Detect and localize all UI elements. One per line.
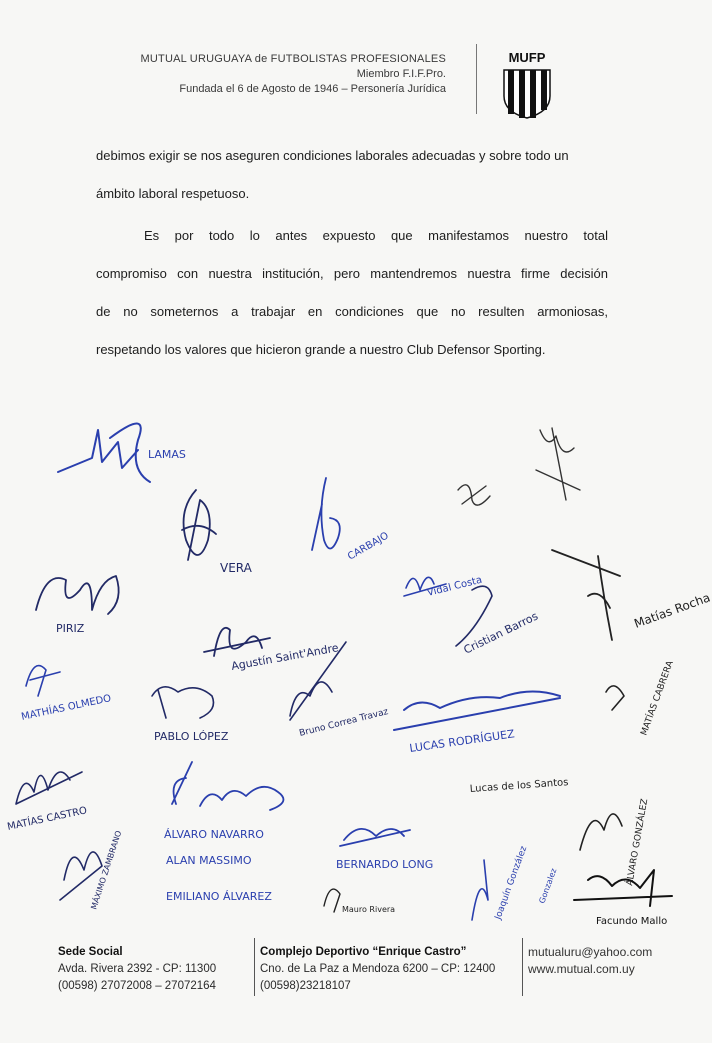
- sede-title: Sede Social: [58, 946, 123, 958]
- signature-matias-cabrera: [606, 658, 676, 737]
- founding-date: Fundada el 6 de Agosto de 1946 – Personería Jurídica: [179, 83, 446, 95]
- footer-sede-social: [58, 944, 216, 995]
- footer-complejo: [260, 944, 495, 995]
- signature-name: CARBAJO: [346, 530, 391, 563]
- signature-name: MATÍAS CASTRO: [6, 805, 89, 833]
- paragraph-line: ámbito laboral respetuoso.: [96, 186, 250, 201]
- signature-name: ALAN MASSIMO: [166, 854, 252, 867]
- signature-bernardo-long: [336, 829, 433, 871]
- paragraph-line: respetando los valores que hicieron grande a nuestro Club Defensor Sporting.: [96, 342, 546, 357]
- signature-name: Lucas de los Santos: [469, 777, 569, 795]
- paragraph-2: [96, 226, 608, 378]
- signature-name: ÁLVARO GONZÁLEZ: [625, 798, 651, 887]
- mufp-logo: [498, 48, 556, 120]
- signature-mauro-rivera: [324, 889, 395, 914]
- contact-email: mutualuru@yahoo.com: [528, 945, 653, 959]
- signatures-area: [0, 400, 712, 940]
- handwritten-signatures: [0, 400, 712, 940]
- logo-text: MUFP: [508, 50, 546, 65]
- signature-name: BERNARDO LONG: [336, 858, 434, 871]
- signature-name: Agustín Saint'Andre: [230, 641, 340, 673]
- letterhead: [141, 52, 446, 97]
- signature-name: PABLO LÓPEZ: [154, 730, 229, 743]
- signature-name: Joaquín González: [493, 844, 530, 922]
- signature-mathias-olmedo: [20, 666, 112, 723]
- paragraph-1: [96, 146, 608, 222]
- sede-phone: (00598) 27072008 – 27072164: [58, 980, 216, 992]
- footer-divider: [522, 938, 523, 996]
- complejo-address: Cno. de La Paz a Mendoza 6200 – CP: 12400: [260, 963, 496, 975]
- contact-website: www.mutual.com.uy: [528, 962, 635, 976]
- paragraph-line: debimos exigir se nos aseguren condiciones laborales adecuadas y sobre todo un: [96, 148, 569, 163]
- signature-pablo-lopez: [152, 687, 229, 743]
- signature-name: Gonzalez: [537, 867, 559, 905]
- signature-name: MATÍAS CABRERA: [639, 659, 676, 738]
- paragraph-line: Es por todo lo antes expuesto que manifestamos nuestro total: [144, 228, 608, 243]
- paragraph-line: de no someternos a trabajar en condiciones que no resulten armoniosas,: [96, 304, 608, 319]
- signature-name: Mauro Rivera: [342, 905, 396, 914]
- signature-maximo-zambrano: [60, 829, 123, 911]
- signature-matias-rocha: [552, 550, 712, 640]
- footer-contact: [528, 944, 652, 978]
- signature-name: MATHÍAS OLMEDO: [20, 693, 113, 723]
- signature-carbajo: [312, 478, 391, 563]
- paragraph-line: compromiso con nuestra institución, pero mantendremos nuestra firme decisión: [96, 266, 608, 281]
- signature-vidal-costa: [404, 575, 483, 599]
- signature-name: Vidal Costa: [426, 574, 484, 599]
- footer-divider: [254, 938, 255, 996]
- signature-lucas-de-los-santos: [469, 777, 568, 795]
- signature-name: Bruno Correa Travaz: [298, 707, 390, 739]
- signature-name: Facundo Mallo: [596, 916, 668, 927]
- signature-name: Matías Rocha: [632, 590, 712, 631]
- sede-address: Avda. Rivera 2392 - CP: 11300: [58, 963, 217, 975]
- signature-name: VERA: [220, 561, 252, 575]
- signature-name: LAMAS: [148, 448, 186, 461]
- signature-facundo-mallo: [574, 870, 672, 927]
- organization-name: MUTUAL URUGUAYA de FUTBOLISTAS PROFESIONALES: [140, 53, 446, 65]
- signature-alvaro-navarro: [164, 762, 283, 903]
- signature-vera: [182, 490, 253, 575]
- header-divider: [476, 44, 477, 114]
- signature-lamas: [58, 423, 186, 482]
- complejo-title: Complejo Deportivo “Enrique Castro”: [260, 946, 467, 958]
- signature-joaquin-gonzalez: [472, 845, 558, 922]
- signature-name: MÁXIMO ZAMBRANO: [89, 829, 124, 911]
- signature-alvaro-gonzalez: [580, 798, 650, 887]
- signature-name: PIRIZ: [56, 622, 85, 635]
- signature-name: EMILIANO ÁLVAREZ: [166, 890, 272, 903]
- signature-name: Cristian Barros: [461, 609, 541, 657]
- signature-small-top: [458, 428, 580, 505]
- signature-piriz: [36, 576, 119, 635]
- signature-lucas-rodriguez: [394, 691, 560, 755]
- signature-matias-castro: [6, 772, 88, 833]
- signature-name: LUCAS RODRÍGUEZ: [408, 727, 516, 755]
- complejo-phone: (00598)23218107: [260, 980, 351, 992]
- signature-agustin: [204, 628, 340, 673]
- signature-name: ÁLVARO NAVARRO: [164, 828, 264, 841]
- fifpro-membership: Miembro F.I.F.Pro.: [356, 68, 446, 80]
- signature-cristian-barros: [456, 586, 540, 657]
